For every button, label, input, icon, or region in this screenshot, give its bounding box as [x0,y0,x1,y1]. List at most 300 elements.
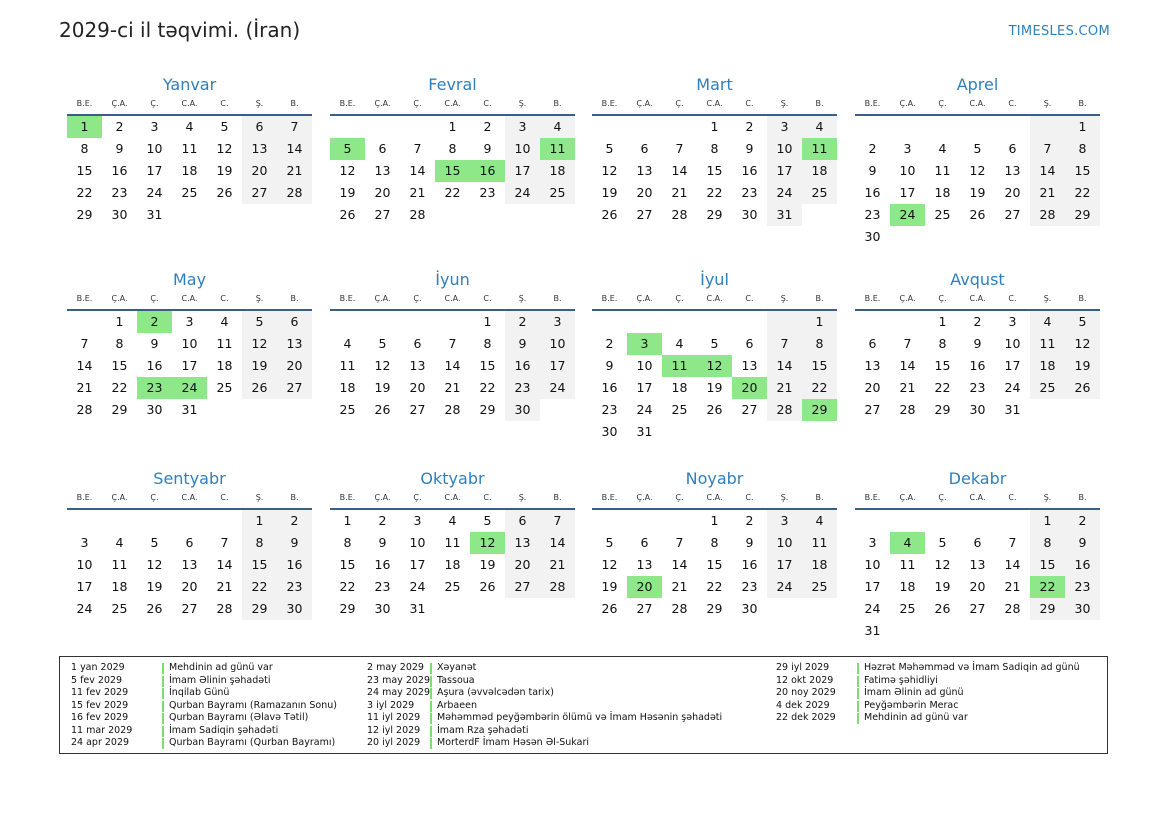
day-cell: 15 [802,355,837,377]
day-cell: 8 [802,333,837,355]
day-cell: 17 [181,358,198,373]
month-1 [67,74,312,226]
empty-day-cell [540,598,575,620]
day-cell: 26 [969,207,986,222]
day-cell: 17 [864,579,881,594]
day-cell: 6 [185,535,194,550]
holiday-name: Qurban Bayramı (Qurban Bayramı) [169,737,336,748]
weekday-header: B.E. [592,96,627,116]
day-cell: 19 [1065,355,1100,377]
weekday-header: Ş. [242,291,277,311]
day-cell: 6 [505,510,540,532]
empty-day-cell [592,510,627,532]
empty-day-cell [995,116,1030,138]
holiday-entry [60,687,1105,700]
weekday-header: Ç.A. [627,291,662,311]
day-cell: 15 [242,554,277,576]
day-cell: 10 [767,532,802,554]
day-cell: 14 [216,557,233,572]
holiday-date: 15 fev 2029 [71,699,129,711]
day-cell: 25 [111,601,128,616]
day-cell: 18 [899,579,916,594]
holiday-day-cell: 24 [890,204,925,226]
day-cell: 26 [374,402,391,417]
weekday-header: C. [470,291,505,311]
day-cell: 13 [636,557,653,572]
empty-day-cell [662,510,697,532]
day-cell: 3 [150,119,159,134]
day-cell: 13 [1004,163,1021,178]
day-cell: 26 [242,377,277,399]
weekday-header: Ş. [505,291,540,311]
weekday-header: C.A. [697,490,732,510]
month-name: İyul [700,270,729,289]
day-cell: 5 [483,513,492,528]
holiday-name: İmam Əlinin şəhadəti [169,674,271,686]
day-cell: 16 [277,554,312,576]
empty-day-cell [1065,226,1100,248]
day-cell: 5 [220,119,229,134]
month-4 [855,74,1100,248]
day-cell: 27 [636,601,653,616]
day-cell: 24 [540,377,575,399]
day-cell: 29 [706,207,723,222]
day-cell: 26 [339,207,356,222]
day-cell: 16 [601,380,618,395]
day-cell: 17 [636,380,653,395]
day-cell: 6 [413,336,422,351]
day-cell: 7 [675,535,684,550]
empty-day-cell [890,510,925,532]
day-cell: 23 [374,579,391,594]
day-cell: 6 [277,311,312,333]
weekday-header: C.A. [960,291,995,311]
day-cell: 7 [220,535,229,550]
day-cell: 10 [181,336,198,351]
day-cell: 26 [934,601,951,616]
day-cell: 3 [903,141,912,156]
weekday-header: C. [207,96,242,116]
day-cell: 17 [505,160,540,182]
day-cell: 8 [483,336,492,351]
empty-day-cell [172,510,207,532]
weekday-header: Ş. [767,96,802,116]
weekday-header: B. [277,291,312,311]
day-cell: 29 [479,402,496,417]
day-cell: 21 [216,579,233,594]
day-cell: 29 [339,601,356,616]
day-cell: 5 [605,141,614,156]
holiday-name: Məhəmməd peyğəmbərin ölümü və İmam Həsənin şəhadəti [437,712,723,723]
day-cell: 12 [339,163,356,178]
weekday-header: Ç. [662,291,697,311]
day-cell: 15 [1065,160,1100,182]
day-cell: 8 [1030,532,1065,554]
day-cell: 30 [741,207,758,222]
month-grid [330,291,575,421]
day-cell: 2 [378,513,387,528]
day-cell: 5 [378,336,387,351]
day-cell: 25 [802,182,837,204]
day-cell: 22 [934,380,951,395]
weekday-header: B.E. [67,291,102,311]
day-cell: 30 [969,402,986,417]
empty-day-cell [435,204,470,226]
day-cell: 29 [76,207,93,222]
day-cell: 22 [706,579,723,594]
day-cell: 2 [483,119,492,134]
day-cell: 18 [181,163,198,178]
weekday-header: C.A. [172,96,207,116]
weekday-header: B. [1065,490,1100,510]
holiday-date: 5 fev 2029 [71,674,123,686]
weekday-header: B.E. [592,291,627,311]
day-cell: 19 [479,557,496,572]
month-7 [592,269,837,443]
holiday-marker [857,676,859,687]
empty-day-cell [802,421,837,443]
day-cell: 9 [483,141,492,156]
holiday-day-cell: 11 [802,138,837,160]
holiday-day-cell: 11 [540,138,575,160]
day-cell: 11 [802,532,837,554]
day-cell: 24 [767,576,802,598]
day-cell: 23 [277,576,312,598]
day-cell: 22 [242,576,277,598]
day-cell: 4 [938,141,947,156]
day-cell: 17 [1004,358,1021,373]
empty-day-cell [277,399,312,421]
empty-day-cell [1030,116,1065,138]
weekday-header: C.A. [960,96,995,116]
day-cell: 2 [605,336,614,351]
holiday-entry [60,712,1105,725]
holiday-day-cell: 23 [137,377,172,399]
empty-day-cell [802,204,837,226]
empty-day-cell [592,116,627,138]
day-cell: 30 [741,601,758,616]
day-cell: 20 [864,380,881,395]
day-cell: 31 [181,402,198,417]
empty-day-cell [540,399,575,421]
day-cell: 28 [1030,204,1065,226]
holiday-date: 11 fev 2029 [71,687,129,698]
empty-day-cell [802,598,837,620]
weekday-header: Ç. [925,490,960,510]
holiday-entry [60,700,1105,713]
day-cell: 28 [409,207,426,222]
day-cell: 9 [277,532,312,554]
day-cell: 6 [868,336,877,351]
holiday-date: 12 okt 2029 [776,674,834,686]
day-cell: 28 [899,402,916,417]
weekday-header: C. [207,291,242,311]
holiday-list [59,656,1108,754]
holiday-day-cell: 1 [67,116,102,138]
day-cell: 29 [1030,598,1065,620]
day-cell: 16 [374,557,391,572]
empty-day-cell [925,620,960,642]
weekday-header: B. [540,96,575,116]
day-cell: 1 [242,510,277,532]
day-cell: 10 [409,535,426,550]
day-cell: 13 [636,163,653,178]
holiday-date: 29 iyl 2029 [776,662,830,673]
day-cell: 31 [409,601,426,616]
day-cell: 3 [767,116,802,138]
empty-day-cell [242,204,277,226]
empty-day-cell [435,311,470,333]
day-cell: 24 [146,185,163,200]
day-cell: 1 [1065,116,1100,138]
day-cell: 16 [1065,554,1100,576]
empty-day-cell [662,421,697,443]
day-cell: 13 [409,358,426,373]
weekday-header: Ç. [662,490,697,510]
day-cell: 12 [934,557,951,572]
day-cell: 8 [710,141,719,156]
day-cell: 20 [242,160,277,182]
holiday-day-cell: 15 [435,160,470,182]
empty-day-cell [995,226,1030,248]
day-cell: 4 [115,535,124,550]
day-cell: 4 [448,513,457,528]
day-cell: 25 [540,182,575,204]
day-cell: 1 [710,513,719,528]
day-cell: 5 [150,535,159,550]
weekday-header: Ş. [505,96,540,116]
empty-day-cell [767,598,802,620]
day-cell: 26 [216,185,233,200]
empty-day-cell [697,311,732,333]
month-grid [855,291,1100,421]
day-cell: 15 [1030,554,1065,576]
holiday-name: MorterdF İmam Həsən Əl-Sukari [437,737,590,748]
day-cell: 18 [934,185,951,200]
day-cell: 27 [409,402,426,417]
weekday-header: B.E. [855,490,890,510]
empty-day-cell [855,116,890,138]
day-cell: 27 [969,601,986,616]
weekday-header: C. [995,291,1030,311]
day-cell: 10 [864,557,881,572]
empty-day-cell [890,226,925,248]
day-cell: 21 [671,185,688,200]
empty-day-cell [890,311,925,333]
day-cell: 13 [969,557,986,572]
empty-day-cell [855,311,890,333]
weekday-header: B.E. [67,490,102,510]
day-cell: 5 [1065,311,1100,333]
holiday-day-cell: 20 [732,377,767,399]
day-cell: 19 [339,185,356,200]
holiday-name: Arbaeen [437,699,477,711]
day-cell: 3 [1008,314,1017,329]
weekday-header: B.E. [330,96,365,116]
day-cell: 10 [767,138,802,160]
holiday-date: 11 mar 2029 [71,724,133,736]
day-cell: 1 [483,314,492,329]
day-cell: 7 [448,336,457,351]
holiday-date: 20 noy 2029 [776,687,836,698]
day-cell: 17 [76,579,93,594]
weekday-header: Ş. [767,490,802,510]
weekday-header: Ş. [1030,490,1065,510]
day-cell: 7 [540,510,575,532]
day-cell: 2 [115,119,124,134]
day-cell: 31 [636,424,653,439]
day-cell: 23 [741,579,758,594]
day-cell: 29 [934,402,951,417]
day-cell: 28 [76,402,93,417]
day-cell: 3 [540,311,575,333]
day-cell: 14 [277,138,312,160]
day-cell: 22 [111,380,128,395]
holiday-day-cell: 24 [172,377,207,399]
day-cell: 6 [745,336,754,351]
weekday-header: B. [1065,96,1100,116]
day-cell: 31 [1004,402,1021,417]
empty-day-cell [662,311,697,333]
empty-day-cell [365,311,400,333]
day-cell: 10 [505,138,540,160]
holiday-name: İmam Sadiqin şəhadəti [169,724,279,736]
holiday-name: İmam Əlinin ad günü [864,687,964,698]
day-cell: 6 [1008,141,1017,156]
empty-day-cell [855,510,890,532]
day-cell: 21 [277,160,312,182]
empty-day-cell [365,116,400,138]
weekday-header: Ç.A. [365,490,400,510]
holiday-day-cell: 4 [890,532,925,554]
empty-day-cell [995,620,1030,642]
day-cell: 2 [277,510,312,532]
weekday-header: C.A. [697,96,732,116]
empty-day-cell [890,116,925,138]
holiday-date: 20 iyl 2029 [367,737,421,748]
month-name: Avqust [950,270,1005,289]
day-cell: 20 [409,380,426,395]
day-cell: 26 [479,579,496,594]
day-cell: 19 [969,185,986,200]
holiday-name: Aşura (əvvəlcədən tarix) [437,687,554,698]
day-cell: 15 [706,163,723,178]
site-link[interactable]: TIMESLES.COM [1008,24,1110,39]
day-cell: 27 [374,207,391,222]
day-cell: 21 [767,377,802,399]
day-cell: 26 [601,207,618,222]
day-cell: 3 [505,116,540,138]
day-cell: 24 [767,182,802,204]
month-name: Fevral [428,75,477,94]
day-cell: 18 [671,380,688,395]
day-cell: 24 [864,601,881,616]
holiday-name: Qurban Bayramı (Əlavə Tətil) [169,712,309,723]
day-cell: 27 [741,402,758,417]
day-cell: 25 [934,207,951,222]
weekday-header: B. [802,490,837,510]
day-cell: 4 [802,116,837,138]
month-name: Oktyabr [420,469,485,488]
day-cell: 11 [181,141,198,156]
month-grid [855,490,1100,642]
day-cell: 9 [378,535,387,550]
weekday-header: Ç. [662,96,697,116]
day-cell: 22 [1065,182,1100,204]
day-cell: 23 [969,380,986,395]
day-cell: 6 [640,141,649,156]
day-cell: 24 [636,402,653,417]
day-cell: 12 [601,557,618,572]
weekday-header: Ç.A. [890,291,925,311]
month-grid [330,96,575,226]
day-cell: 28 [216,601,233,616]
day-cell: 1 [1030,510,1065,532]
day-cell: 16 [505,355,540,377]
month-5 [67,269,312,421]
day-cell: 16 [864,185,881,200]
day-cell: 21 [1030,182,1065,204]
day-cell: 21 [671,579,688,594]
holiday-date: 2 may 2029 [367,662,424,673]
day-cell: 5 [242,311,277,333]
day-cell: 17 [540,355,575,377]
day-cell: 1 [710,119,719,134]
empty-day-cell [330,116,365,138]
holiday-marker [857,663,859,674]
day-cell: 27 [1004,207,1021,222]
month-grid [592,490,837,620]
weekday-header: Ş. [767,291,802,311]
day-cell: 4 [540,116,575,138]
day-cell: 1 [115,314,124,329]
day-cell: 21 [409,185,426,200]
day-cell: 8 [448,141,457,156]
holiday-day-cell: 22 [1030,576,1065,598]
day-cell: 11 [934,163,951,178]
day-cell: 30 [374,601,391,616]
day-cell: 22 [706,185,723,200]
weekday-header: B. [277,96,312,116]
empty-day-cell [925,226,960,248]
weekday-header: B. [540,291,575,311]
day-cell: 11 [899,557,916,572]
month-11 [592,468,837,620]
day-cell: 14 [899,358,916,373]
holiday-day-cell: 2 [137,311,172,333]
day-cell: 23 [864,207,881,222]
day-cell: 13 [741,358,758,373]
day-cell: 17 [767,554,802,576]
day-cell: 18 [444,557,461,572]
weekday-header: Ç.A. [627,490,662,510]
empty-day-cell [207,399,242,421]
weekday-header: Ç. [137,490,172,510]
empty-day-cell [960,510,995,532]
holiday-name: Mehdinin ad günü var [864,712,968,723]
day-cell: 9 [150,336,159,351]
day-cell: 8 [938,336,947,351]
holiday-day-cell: 12 [697,355,732,377]
day-cell: 12 [242,333,277,355]
day-cell: 19 [146,579,163,594]
day-cell: 3 [767,510,802,532]
day-cell: 11 [111,557,128,572]
empty-day-cell [1065,399,1100,421]
day-cell: 2 [745,513,754,528]
day-cell: 19 [374,380,391,395]
day-cell: 5 [710,336,719,351]
